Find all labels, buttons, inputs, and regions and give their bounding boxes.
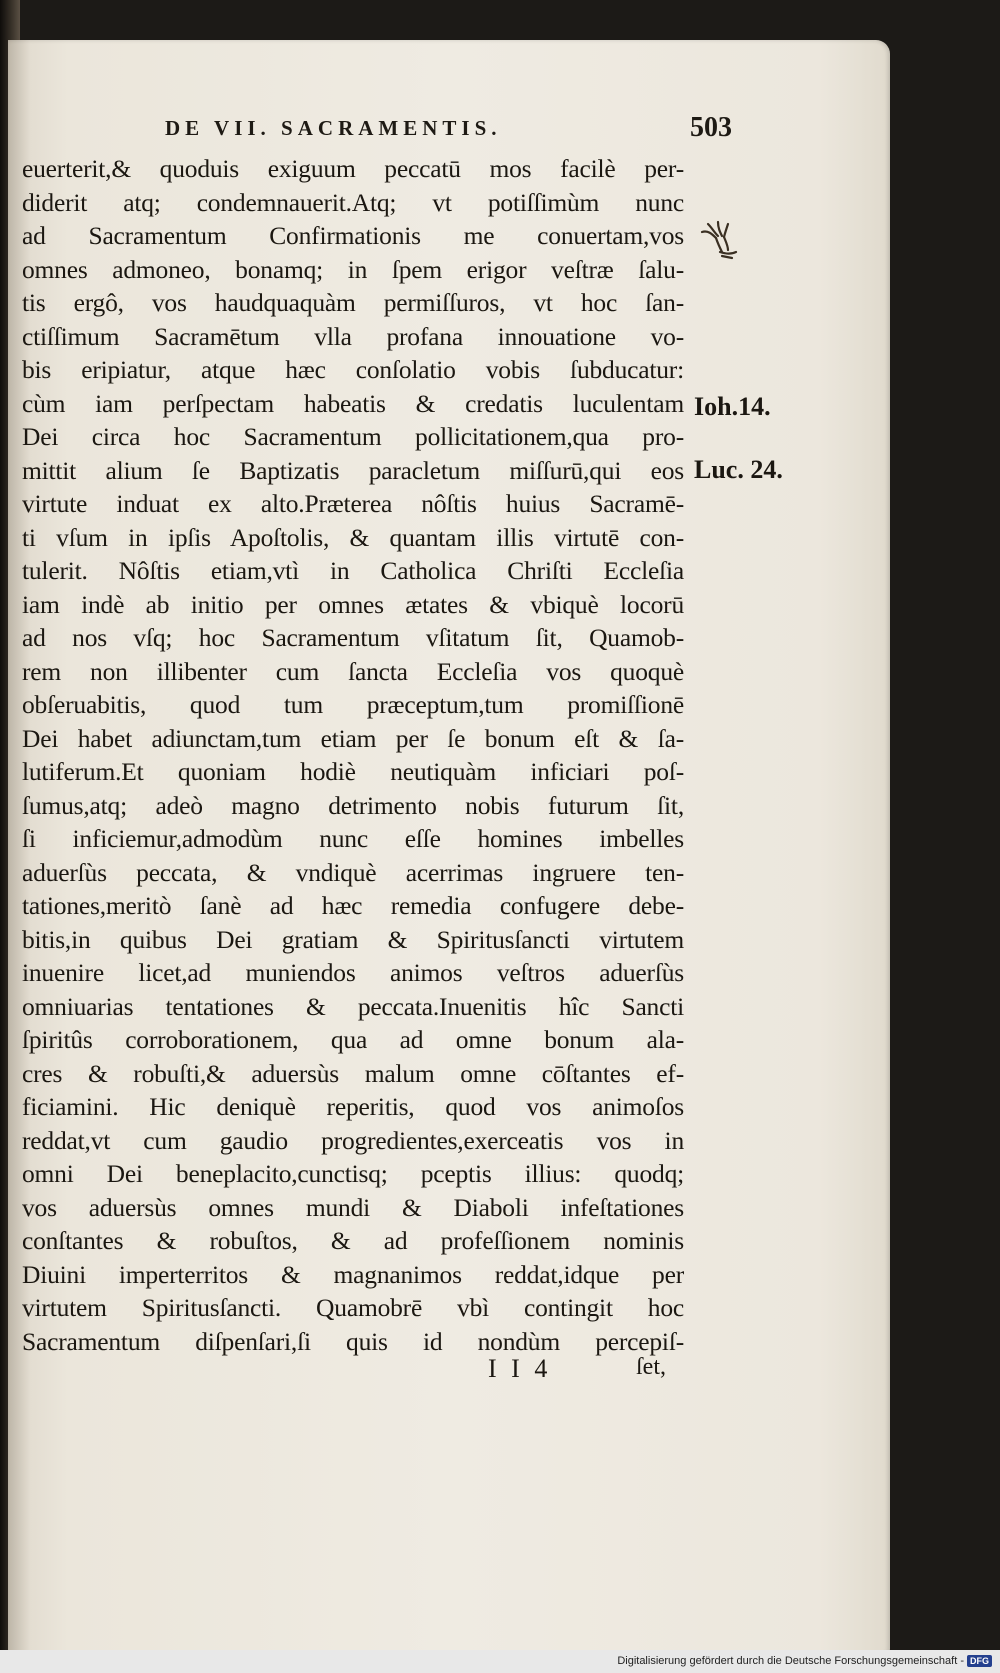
text-line: Dei habet adiunctam,tum etiam per ſe bonum eſt & ſa- [22,723,684,753]
text-line: bis eripiatur, atque hæc conſolatio vobis ſubducatur: [22,355,684,384]
manicule-icon [698,218,742,262]
text-line: tationes,meritò ſanè ad hæc remedia confugere debe- [22,891,684,920]
text-line: ad Sacramentum Confirmationis me conuertam,vos [22,221,684,250]
catchword: ſet, [636,1354,666,1380]
text-line: ſi inficiemur,admodùm nunc eſſe homines imbelles [22,824,684,853]
text-line: vos aduersùs omnes mundi & Diaboli infeſtationes [22,1192,684,1222]
text-line: aduerſùs peccata, & vndiquè acerrimas ingruere ten- [22,857,684,887]
dfg-logo: DFG [967,1655,992,1667]
text-line: lutiferum.Et quoniam hodiè neutiquàm inficiari poſ- [22,757,684,786]
text-line: bitis,in quibus Dei gratiam & Spiritusſancti virtutem [22,924,684,954]
margin-note-luc: Luc. 24. [694,455,783,484]
text-line: inuenire licet,ad muniendos animos veſtros aduerſùs [22,958,684,987]
text-line: iam indè ab initio per omnes ætates & vbiquè locorū [22,589,684,619]
text-line: euerterit,& quoduis exiguum peccatū mos facilè per- [22,154,684,183]
text-line: cùm iam perſpectam habeatis & credatis luculentam [22,388,684,418]
text-line: obſeruabitis, quod tum præceptum,tum promiſſionē [22,690,684,719]
text-line: Dei circa hoc Sacramentum pollicitationem,qua pro- [22,422,684,451]
text-line: ficiamini. Hic deniquè reperitis, quod vos animoſos [22,1092,684,1121]
signature-mark: I I 4 [488,1354,552,1383]
credit-text: Digitalisierung gefördert durch die Deutsche Forschungsgemeinschaft - [617,1655,964,1667]
text-line: diderit atq; condemnauerit.Atq; vt potiſſimùm nunc [22,187,684,217]
text-line: tis ergô, vos haudquaquàm permiſſuros, vt hoc ſan- [22,288,684,317]
text-block [22,152,684,1358]
digitization-credit [617,1655,992,1667]
margin-note-ioh: Ioh.14. [694,392,771,421]
text-line: rem non illibenter cum ſancta Eccleſia vos quoquè [22,656,684,686]
text-line: Sacramentum diſpenſari,ſi quis id nondùm percepiſ- [22,1326,684,1356]
text-line: omniuarias tentationes & peccata.Inuenitis hîc Sancti [22,991,684,1021]
text-line: ſumus,atq; adeò magno detrimento nobis futurum ſit, [22,790,684,820]
text-line: virtutem Spiritusſancti. Quamobrē vbì contingit hoc [22,1293,684,1322]
text-line: tulerit. Nôſtis etiam,vtì in Catholica Chriſti Eccleſia [22,556,684,585]
text-line: ſpiritûs corroborationem, qua ad omne bonum ala- [22,1025,684,1054]
text-line: Diuini imperterritos & magnanimos reddat,idque per [22,1259,684,1289]
page-number: 503 [690,112,732,143]
text-line: conſtantes & robuſtos, & ad profeſſionem nominis [22,1226,684,1255]
running-head: DE VII. SACRAMENTIS. [165,116,502,140]
text-line: ti vſum in ipſis Apoſtolis, & quantam illis virtutē con- [22,522,684,552]
text-line: omnes admoneo, bonamq; in ſpem erigor veſtræ ſalu- [22,254,684,284]
text-line: omni Dei beneplacito,cunctisq; pceptis illius: quodq; [22,1159,684,1188]
text-line: reddat,vt cum gaudio progredientes,exerceatis vos in [22,1125,684,1155]
text-line: ad nos vſq; hoc Sacramentum vſitatum ſit, Quamob- [22,623,684,652]
text-line: cres & robuſti,& aduersùs malum omne cōſtantes ef- [22,1058,684,1088]
text-line: ctiſſimum Sacramētum vlla profana innouatione vo- [22,321,684,351]
text-line: virtute induat ex alto.Præterea nôſtis huius Sacramē- [22,489,684,518]
text-line: mittit alium ſe Baptizatis paracletum miſſurū,qui eos [22,455,684,485]
